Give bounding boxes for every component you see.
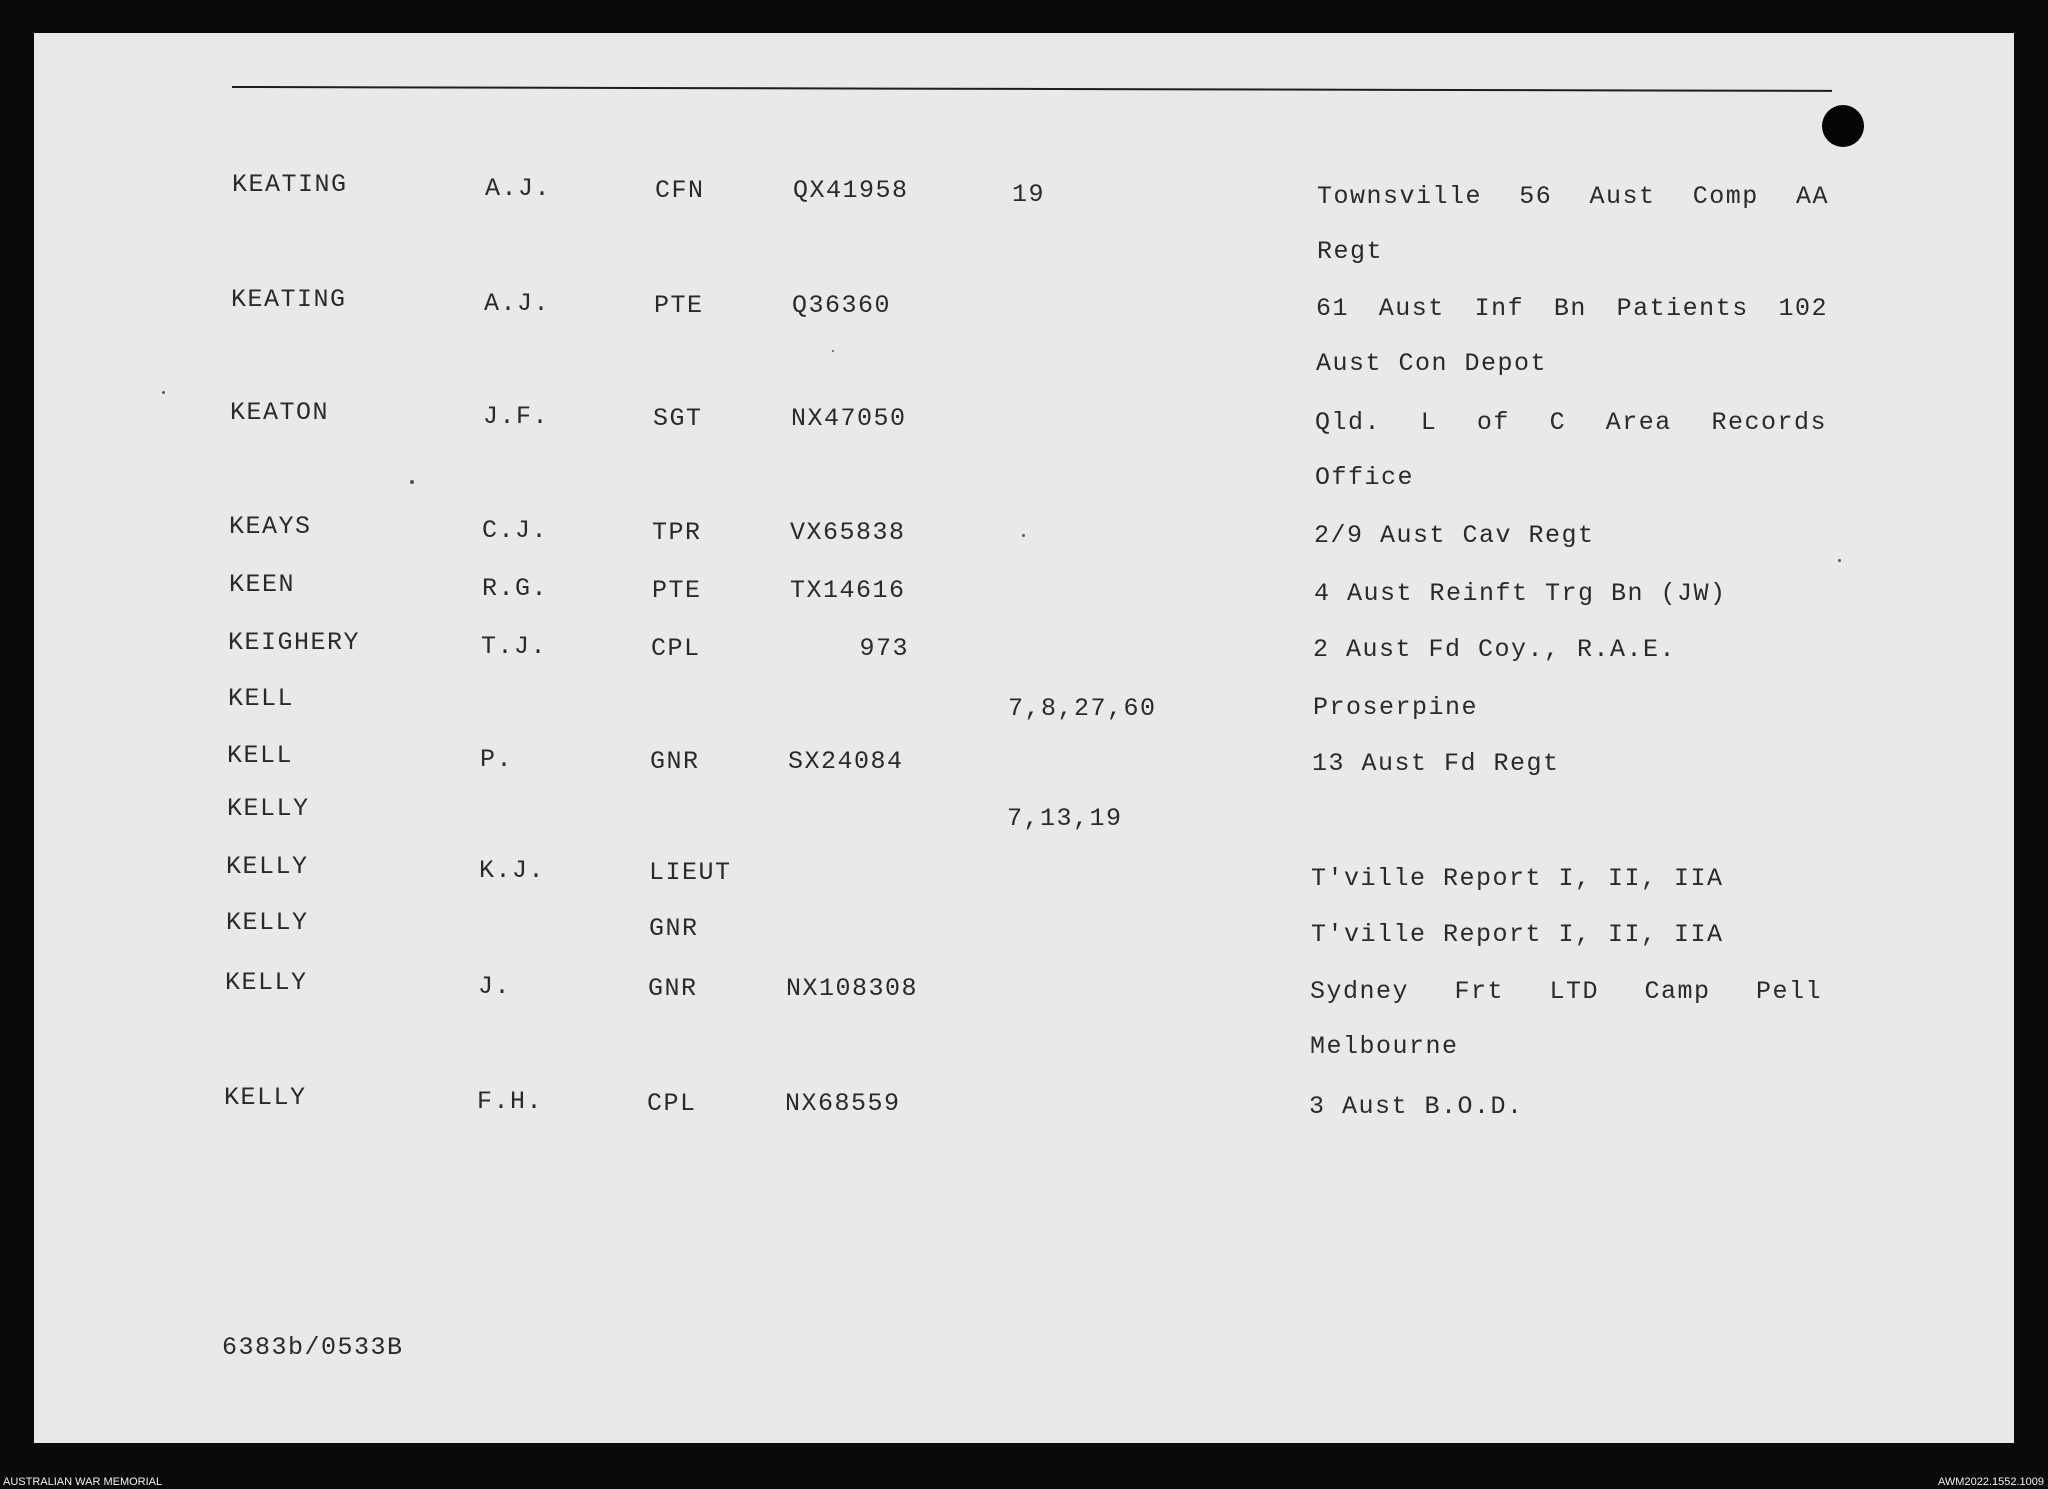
archive-item-id: AWM2022.1552.1009: [1938, 1476, 2044, 1488]
record-unit-line: Townsville 56 Aust Comp AA: [1317, 182, 1829, 211]
record-initials: A.J.: [484, 289, 551, 318]
record-rank: CFN: [655, 176, 705, 205]
record-unit-line: 61 Aust Inf Bn Patients 102: [1316, 294, 1828, 323]
record-service-number: SX24084: [788, 747, 904, 776]
record-initials: T.J.: [481, 632, 548, 661]
record-initials: R.G.: [482, 574, 549, 603]
record-rank: PTE: [652, 576, 702, 605]
record-service-number: Q36360: [792, 291, 892, 320]
record-unit-line: 3 Aust B.O.D.: [1309, 1092, 1524, 1121]
record-service-number: TX14616: [790, 576, 906, 605]
record-unit-line: 13 Aust Fd Regt: [1312, 749, 1560, 778]
record-service-number: NX108308: [786, 974, 919, 1003]
record-surname: KEAYS: [229, 512, 312, 541]
record-service-number: VX65838: [790, 518, 906, 547]
record-rank: GNR: [649, 914, 699, 943]
record-surname: KEIGHERY: [228, 628, 361, 657]
record-surname: KEATING: [231, 285, 347, 314]
record-unit-line: Sydney Frt LTD Camp Pell: [1310, 977, 1822, 1006]
record-unit-line: 4 Aust Reinft Trg Bn (JW): [1314, 579, 1727, 608]
archive-credit: AUSTRALIAN WAR MEMORIAL: [3, 1476, 163, 1488]
record-surname: KELLY: [224, 1083, 307, 1112]
record-unit-line: 2/9 Aust Cav Regt: [1314, 521, 1595, 550]
record-initials: K.J.: [479, 856, 546, 885]
record-initials: A.J.: [485, 174, 552, 203]
record-surname: KELLY: [227, 794, 310, 823]
record-page-references: 7,8,27,60: [1008, 694, 1157, 723]
record-unit-line: Office: [1315, 463, 1415, 492]
record-surname: KELLY: [226, 908, 309, 937]
record-surname: KELL: [227, 741, 294, 770]
record-unit-line: Proserpine: [1313, 693, 1479, 722]
record-initials: P.: [480, 745, 514, 774]
record-initials: J.: [478, 972, 512, 1001]
record-page-references: 7,13,19: [1007, 804, 1123, 833]
record-surname: KELL: [228, 684, 295, 713]
record-surname: KEATING: [232, 170, 348, 199]
record-page-references: 19: [1012, 180, 1046, 209]
record-surname: KEATON: [230, 398, 330, 427]
record-surname: KELLY: [225, 968, 308, 997]
record-rank: CPL: [647, 1089, 697, 1118]
record-unit-line: Qld. L of C Area Records: [1315, 408, 1827, 437]
record-rank: CPL: [651, 634, 701, 663]
record-surname: KELLY: [226, 852, 309, 881]
record-service-number: NX47050: [791, 404, 907, 433]
record-service-number: 973: [859, 634, 909, 663]
record-unit-line: Aust Con Depot: [1316, 349, 1548, 378]
record-initials: J.F.: [483, 402, 550, 431]
record-surname: KEEN: [229, 570, 296, 599]
record-rank: SGT: [653, 404, 703, 433]
record-initials: F.H.: [477, 1087, 544, 1116]
record-service-number: QX41958: [793, 176, 909, 205]
record-rank: GNR: [648, 974, 698, 1003]
record-rank: LIEUT: [649, 858, 732, 887]
record-unit-line: T'ville Report I, II, IIA: [1311, 864, 1724, 893]
record-initials: C.J.: [482, 516, 549, 545]
record-rank: TPR: [652, 518, 702, 547]
record-unit-line: 2 Aust Fd Coy., R.A.E.: [1313, 635, 1677, 664]
record-unit-line: Melbourne: [1310, 1032, 1459, 1061]
record-unit-line: T'ville Report I, II, IIA: [1311, 920, 1724, 949]
document-reference-code: 6383b/0533B: [222, 1333, 404, 1362]
record-service-number: NX68559: [785, 1089, 901, 1118]
record-unit-line: Regt: [1317, 237, 1384, 266]
record-rank: PTE: [654, 291, 704, 320]
record-rank: GNR: [650, 747, 700, 776]
